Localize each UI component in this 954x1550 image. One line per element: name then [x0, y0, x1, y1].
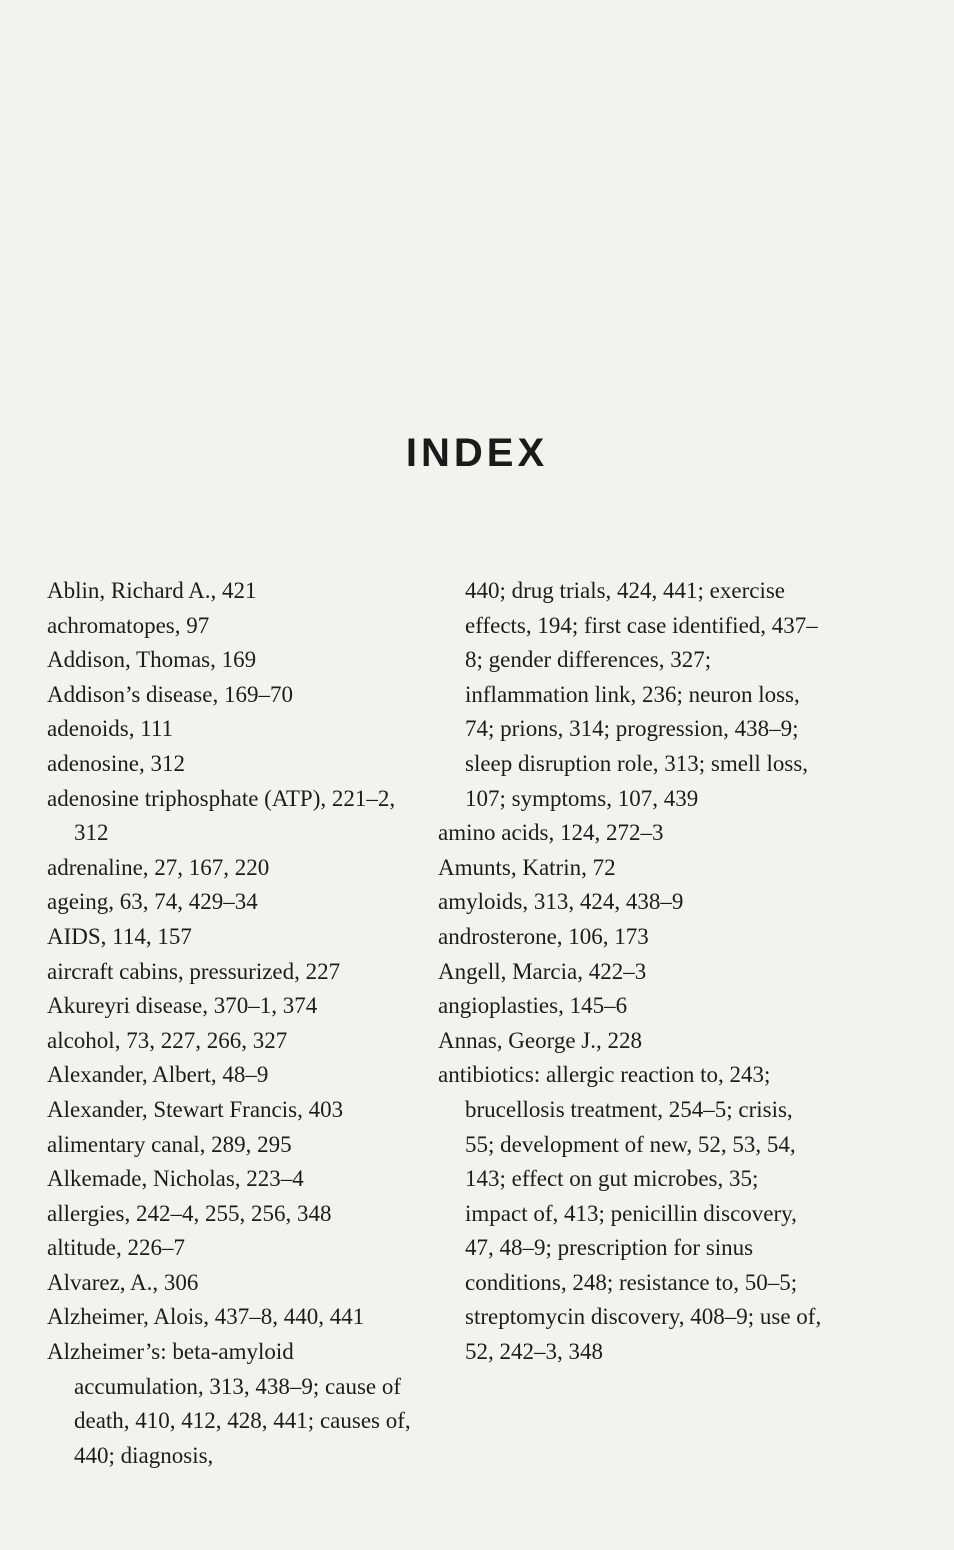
index-entry: Alzheimer’s: beta-amyloid accumulation, 313, 438–9; cause of death, 410, 412, 428, 441; causes of, 440; diagnosis,: [47, 1339, 411, 1468]
index-entry: Addison, Thomas, 169: [47, 647, 257, 673]
index-entry: adenoids, 111: [47, 716, 174, 742]
index-entry: adrenaline, 27, 167, 220: [47, 854, 270, 880]
index-entry: Alexander, Albert, 48–9: [47, 1062, 269, 1088]
index-entry: adenosine triphosphate (ATP), 221–2, 312: [47, 785, 396, 846]
index-entry: androsterone, 106, 173: [438, 923, 649, 949]
index-entry: Angell, Marcia, 422–3: [438, 958, 647, 984]
index-entry: alcohol, 73, 227, 266, 327: [47, 1027, 288, 1053]
index-entry: AIDS, 114, 157: [47, 923, 192, 949]
index-right-column: [438, 574, 823, 1370]
index-entry: Alkemade, Nicholas, 223–4: [47, 1166, 304, 1192]
index-entry: Alvarez, A., 306: [47, 1269, 199, 1295]
index-entry: angioplasties, 145–6: [438, 993, 628, 1019]
index-left-column: [47, 574, 419, 1473]
index-entry-continuation: 440; drug trials, 424, 441; exercise effects, 194; first case identified, 437–8; gender differences, 327; inflammation link, 236; neuron loss, 74; prions, 314; progression, 438–9; sleep disruption role, 313; smell loss, 107; symptoms, 107, 439: [465, 578, 818, 811]
index-entry: Amunts, Katrin, 72: [438, 854, 616, 880]
index-entry: ageing, 63, 74, 429–34: [47, 889, 258, 915]
index-entry: aircraft cabins, pressurized, 227: [47, 958, 341, 984]
index-entry: achromatopes, 97: [47, 612, 210, 638]
index-entry: allergies, 242–4, 255, 256, 348: [47, 1200, 332, 1226]
index-entry: antibiotics: allergic reaction to, 243; brucellosis treatment, 254–5; crisis, 55; development of new, 52, 53, 54, 143; effect on gut microbes, 35; impact of, 413; penicillin discovery, 47, 48–9; prescription for sinus conditions, 248; resistance to, 50–5; streptomycin discovery, 408–9; use of, 52, 242–3, 348: [438, 1062, 822, 1365]
page-title: INDEX: [405, 430, 549, 475]
index-entry: amyloids, 313, 424, 438–9: [438, 889, 684, 915]
index-entry: amino acids, 124, 272–3: [438, 820, 664, 846]
index-entry: Ablin, Richard A., 421: [47, 578, 257, 603]
index-entry: Akureyri disease, 370–1, 374: [47, 993, 318, 1019]
index-entry: Addison’s disease, 169–70: [47, 681, 293, 707]
index-entry: altitude, 226–7: [47, 1235, 185, 1261]
index-entry: alimentary canal, 289, 295: [47, 1131, 292, 1157]
index-entry: Alzheimer, Alois, 437–8, 440, 441: [47, 1304, 365, 1330]
index-entry: adenosine, 312: [47, 750, 185, 776]
index-entry: Alexander, Stewart Francis, 403: [47, 1096, 344, 1122]
index-entry: Annas, George J., 228: [438, 1027, 642, 1053]
